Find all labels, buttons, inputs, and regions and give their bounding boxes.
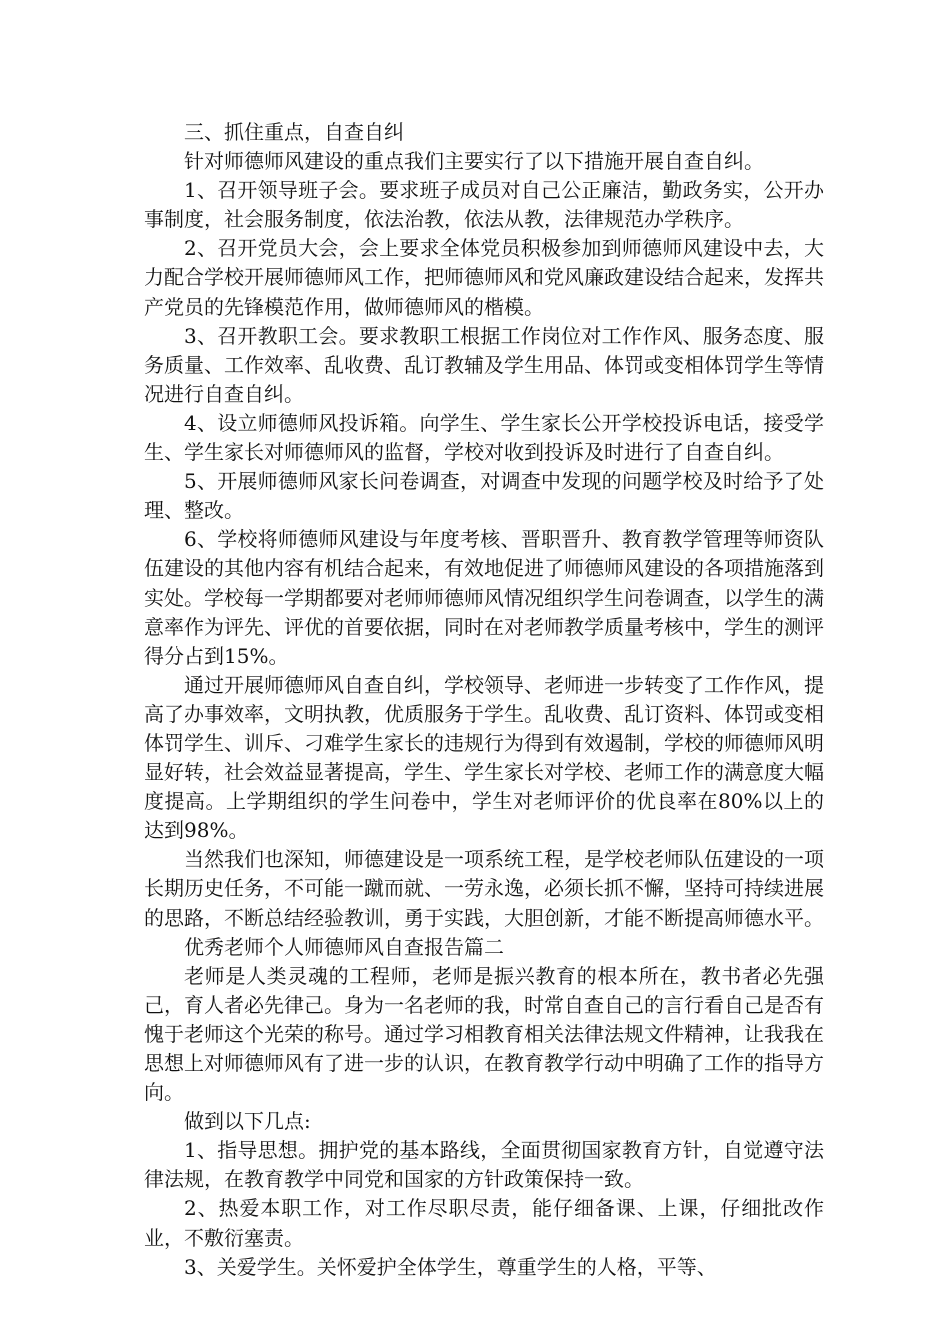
document-body <box>144 118 824 1282</box>
list-item: 2、召开党员大会，会上要求全体党员积极参加到师德师风建设中去，大力配合学校开展师德师风工作，把师德师风和党风廉政建设结合起来，发挥共产党员的先锋模范作用，做师德师风的楷模。 <box>144 236 824 319</box>
paragraph: 老师是人类灵魂的工程师，老师是振兴教育的根本所在，教书者必先强己，育人者必先律己。身为一名老师的我，时常自查自己的言行看自己是否有愧于老师这个光荣的称号。通过学习相教育相关法律法规文件精神，让我我在思想上对师德师风有了进一步的认识，在教育教学行动中明确了工作的指导方向。 <box>144 963 824 1105</box>
paragraph: 通过开展师德师风自查自纠，学校领导、老师进一步转变了工作作风，提高了办事效率，文明执教，优质服务于学生。乱收费、乱订资料、体罚或变相体罚学生、训斥、刁难学生家长的违规行为得到有效遏制，学校的师德师风明显好转，社会效益显著提高，学生、学生家长对学校、老师工作的满意度大幅度提高。上学期组织的学生问卷中，学生对老师评价的优良率在80%以上的达到98%。 <box>144 672 824 843</box>
list-item: 6、学校将师德师风建设与年度考核、晋职晋升、教育教学管理等师资队伍建设的其他内容有机结合起来，有效地促进了师德师风建设的各项措施落到实处。学校每一学期都要对老师师德师风情况组织学生问卷调查，以学生的满意率作为评先、评优的首要依据，同时在对老师教学质量考核中，学生的测评得分占到15%。 <box>144 527 824 668</box>
list-item: 4、设立师德师风投诉箱。向学生、学生家长公开学校投诉电话，接受学生、学生家长对师德师风的监督，学校对收到投诉及时进行了自查自纠。 <box>144 410 824 465</box>
paragraph: 针对师德师风建设的重点我们主要实行了以下措施开展自查自纠。 <box>184 149 764 174</box>
list-item: 3、关爱学生。关怀爱护全体学生，尊重学生的人格，平等、 <box>184 1254 717 1279</box>
list-item: 3、召开教职工会。要求教职工根据工作岗位对工作作风、服务态度、服务质量、工作效率、乱收费、乱订教辅及学生用品、体罚或变相体罚学生等情况进行自查自纠。 <box>144 323 824 406</box>
paragraph: 当然我们也深知，师德建设是一项系统工程，是学校老师队伍建设的一项长期历史任务，不可能一蹴而就、一劳永逸，必须长抓不懈，坚持可持续进展的思路，不断总结经验教训，勇于实践，大胆创新，才能不断提高师德水平。 <box>144 847 824 930</box>
list-item: 1、召开领导班子会。要求班子成员对自己公正廉洁，勤政务实，公开办事制度，社会服务制度，依法治教，依法从教，法律规范办学秩序。 <box>144 178 824 232</box>
list-item: 5、开展师德师风家长问卷调查，对调查中发现的问题学校及时给予了处理、整改。 <box>144 469 824 523</box>
section-heading: 优秀老师个人师德师风自查报告篇二 <box>184 934 504 959</box>
list-item: 2、热爱本职工作，对工作尽职尽责，能仔细备课、上课，仔细批改作业，不敷衍塞责。 <box>144 1196 824 1250</box>
list-item: 1、指导思想。拥护党的基本路线，全面贯彻国家教育方针，自觉遵守法律法规，在教育教学中同党和国家的方针政策保持一致。 <box>144 1138 824 1192</box>
paragraph: 做到以下几点: <box>184 1109 311 1134</box>
section-heading: 三、抓住重点，自查自纠 <box>184 120 404 144</box>
